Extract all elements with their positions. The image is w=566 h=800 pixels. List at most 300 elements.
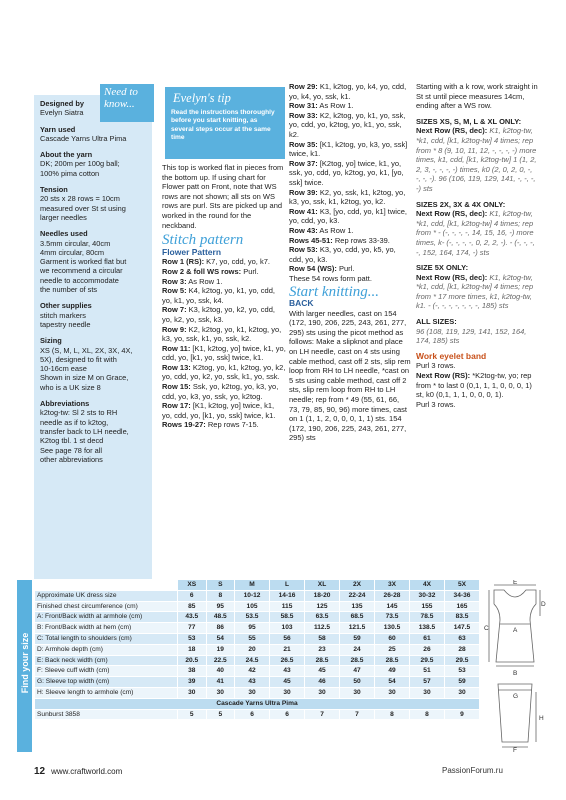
cell-value: 23 [305, 644, 340, 655]
row-text: Purl 3 rows. [416, 361, 456, 371]
sidebar-section [40, 150, 150, 178]
sidebar-heading: About the yarn [40, 150, 93, 160]
row-text: K4, k2tog, yo, k1, yo, cdd, yo, k1, yo, ssk, k4. [162, 286, 275, 305]
sidebar-line: stitch markers [40, 310, 86, 320]
column-4 [416, 82, 538, 409]
cell-value: 45 [305, 666, 340, 677]
row-label: H: Sleeve length to armhole (cm) [35, 687, 178, 698]
ball-count: 7 [340, 709, 375, 720]
sidebar-section [40, 185, 150, 222]
pattern-row [289, 245, 411, 264]
size-block-heading: SIZES 2X, 3X & 4X ONLY: [416, 199, 506, 209]
cell-value: 28 [444, 644, 479, 655]
cell-value: 41 [206, 677, 235, 688]
table-row [35, 644, 480, 655]
cell-value: 30 [206, 687, 235, 698]
eyelet-rows [416, 361, 538, 409]
cell-value: 28.5 [375, 655, 410, 666]
row-label: Row 31: [289, 101, 318, 111]
sidebar-heading: Designed by [40, 99, 84, 108]
need-to-know-content [40, 99, 150, 471]
row-label: Row 13: [162, 362, 191, 372]
column-3 [289, 82, 411, 443]
sidebar-line: XS (S, M, L, XL, 2X, 3X, 4X, [40, 345, 133, 355]
row-label: Row 43: [289, 225, 318, 235]
sidebar-line: larger needles [40, 212, 87, 222]
pattern-row [289, 159, 411, 188]
label-c: C [484, 625, 489, 632]
row-label: Row 3: [162, 276, 187, 286]
size-block-text [416, 327, 538, 346]
table-corner [35, 580, 178, 591]
pattern-row [162, 305, 286, 324]
row-label: B: Front/Back width at hem (cm) [35, 623, 178, 634]
pattern-row [162, 325, 286, 344]
cell-value: 51 [409, 666, 444, 677]
garment-schematic [484, 580, 546, 752]
sidebar-line: other abbreviations [40, 454, 103, 464]
row-label: Next Row (RS, dec): [416, 126, 488, 136]
cell-value: 26.5 [270, 655, 305, 666]
label-g: G [513, 693, 519, 700]
pattern-row [289, 101, 411, 111]
cell-value: 135 [340, 601, 375, 612]
sidebar-line: 4mm circular, 80cm [40, 247, 105, 257]
ball-count: 9 [444, 709, 479, 720]
pattern-rows-cont [289, 82, 411, 274]
cell-value: 30 [444, 687, 479, 698]
cell-value: 61 [409, 633, 444, 644]
row-text: [K1, k2tog, yo, k3, yo, ssk] twice, k1. [289, 139, 408, 159]
cell-value: 29.5 [409, 655, 444, 666]
cell-value: 28.5 [305, 655, 340, 666]
row-label: D: Armhole depth (cm) [35, 644, 178, 655]
cell-value: 43 [270, 666, 305, 677]
cell-value: 63 [444, 633, 479, 644]
size-block-text [416, 273, 538, 311]
size-blocks [416, 117, 538, 346]
table-row [35, 666, 480, 677]
size-header: 2X [340, 580, 375, 591]
cell-value: 30 [340, 687, 375, 698]
cell-value: 73.5 [375, 612, 410, 623]
cell-value: 22-24 [340, 590, 375, 601]
cell-value: 165 [444, 601, 479, 612]
row-label: Rows 19-27: [162, 420, 206, 430]
cell-value: 40 [206, 666, 235, 677]
eyelet-row [416, 371, 538, 400]
watermark: PassionForum.ru [442, 766, 503, 775]
ball-count: 6 [270, 709, 305, 720]
pattern-summary: These 54 rows form patt. [289, 273, 372, 283]
size-header: 3X [375, 580, 410, 591]
label-d: D [541, 601, 546, 608]
eyelet-heading: Work eyelet band [416, 350, 487, 361]
pattern-row [162, 401, 286, 420]
cell-value: 145 [375, 601, 410, 612]
sidebar-line: Evelyn Siatra [40, 108, 84, 118]
cell-value: 18 [178, 644, 207, 655]
cell-value: 26 [409, 644, 444, 655]
cell-value: 21 [270, 644, 305, 655]
row-label: Row 15: [162, 382, 191, 392]
row-text: As Row 1. [317, 101, 354, 111]
tip-text: Read the instructions thoroughly before you start knitting, as several steps occur at the same time [171, 109, 275, 141]
row-text: [K1, k2tog, yo] twice, k1, yo, cdd, yo, [k1, yo, ssk] twice, k1. [162, 401, 276, 420]
column-2 [162, 163, 286, 430]
cell-value: 63.5 [305, 612, 340, 623]
ball-count: 5 [178, 709, 207, 720]
cell-value: 138.5 [409, 623, 444, 634]
sidebar-line: Garment is worked flat but [40, 257, 127, 267]
sidebar-section [40, 125, 150, 144]
row-text: Ssk, yo, k2tog, yo, k3, yo, cdd, yo, k3, yo, ssk, yo, k2tog. [162, 382, 279, 401]
yarn-header-row [35, 698, 480, 709]
cell-value: 46 [305, 677, 340, 688]
row-text: K3, [yo, cdd, yo, k1] twice, yo, cdd, yo, k3. [289, 206, 407, 226]
row-text: [K1, k2tog, yo] twice, k1, yo, cdd, yo, [k1, yo, ssk] twice, k1. [162, 343, 286, 363]
row-text: As Row 1. [317, 225, 354, 235]
row-label: Next Row (RS, dec): [416, 209, 488, 219]
sidebar-section [40, 301, 150, 329]
pattern-row [162, 420, 286, 430]
row-text: K1, k2tog-tw, *k1, cdd, [k1, k2tog-tw] 4 times; rep from * - (-, -, -, -, 14, 15, 16, -) more times, k- (-, -, -, -, 0, 2, 2, -). - (-, -, -, -, 152, 164, 174, -) sts [416, 209, 535, 257]
cell-value: 24 [340, 644, 375, 655]
cell-value: 125 [305, 601, 340, 612]
sidebar-line: 5X), designed to fit with [40, 354, 117, 364]
sidebar-line: who is a UK size 8 [40, 382, 101, 392]
size-block-text [416, 126, 538, 193]
cell-value: 57 [409, 677, 444, 688]
cell-value: 83.5 [444, 612, 479, 623]
cell-value: 26-28 [375, 590, 410, 601]
size-header: M [235, 580, 270, 591]
row-label: Row 41: [289, 206, 318, 216]
cell-value: 59 [340, 633, 375, 644]
label-f: F [513, 747, 517, 752]
row-label: Row 53: [289, 245, 318, 255]
cell-value: 43.5 [178, 612, 207, 623]
row-label: G: Sleeve top width (cm) [35, 677, 178, 688]
cell-value: 121.5 [340, 623, 375, 634]
row-text: Purl. [336, 264, 355, 274]
cell-value: 155 [409, 601, 444, 612]
row-label: Approximate UK dress size [35, 590, 178, 601]
cell-value: 24.5 [235, 655, 270, 666]
row-label: Row 7: [162, 305, 187, 315]
eyelet-row [416, 400, 538, 410]
cell-value: 50 [340, 677, 375, 688]
pattern-row [162, 257, 286, 267]
cell-value: 147.5 [444, 623, 479, 634]
size-table [34, 579, 480, 720]
row-text: Rep rows 7-15. [205, 420, 259, 430]
cell-value: 103 [270, 623, 305, 634]
flower-pattern-heading: Flower Pattern [162, 246, 222, 257]
cell-value: 42 [235, 666, 270, 677]
row-label: F: Sleeve cuff width (cm) [35, 666, 178, 677]
start-knitting-heading: Start knitting... [289, 284, 379, 301]
sidebar-heading: Yarn used [40, 124, 76, 134]
sidebar-heading: Tension [40, 185, 68, 195]
pattern-row [289, 140, 411, 159]
row-text: Rep rows 33-39. [332, 235, 390, 245]
cell-value: 55 [235, 633, 270, 644]
cell-value: 25 [375, 644, 410, 655]
row-label: C: Total length to shoulders (cm) [35, 633, 178, 644]
cell-value: 38 [178, 666, 207, 677]
cell-value: 54 [206, 633, 235, 644]
table-row [35, 687, 480, 698]
straight-text: Starting with a k row, work straight in St st until piece measures 14cm, ending after a WS row. [416, 82, 538, 111]
pattern-row [162, 344, 286, 363]
size-header: 5X [444, 580, 479, 591]
cell-value: 30 [235, 687, 270, 698]
row-label: Next Row (RS): [416, 371, 471, 381]
row-text: 96 (108, 119, 129, 141, 152, 164, 174, 185) sts [416, 326, 527, 346]
row-label: Finished chest circumference (cm) [35, 601, 178, 612]
cell-value: 112.5 [305, 623, 340, 634]
stitch-pattern-heading: Stitch pattern [162, 232, 244, 249]
cell-value: 53.5 [235, 612, 270, 623]
row-text: As Row 1. [186, 276, 223, 286]
cell-value: 14-16 [270, 590, 305, 601]
cell-value: 95 [235, 623, 270, 634]
cell-value: 30 [178, 687, 207, 698]
row-text: [K2tog, yo] twice, k1, yo, ssk, yo, cdd, yo, k2tog, yo, k1, [yo, ssk] twice. [289, 158, 404, 187]
body-outline [494, 590, 536, 662]
sidebar-section [40, 229, 150, 294]
row-text: K2, k2tog, yo, k1, k2tog, yo, k3, yo, ssk, k1, yo, ssk, k2. [162, 324, 282, 344]
row-text: *K2tog-tw, yo; rep from * to last 0 (0,1, 1, 1, 0, 0, 0, 1) st, k0 (0,1, 1, 1, 0, 0, 0, 1). [416, 371, 532, 400]
size-header: XS [178, 580, 207, 591]
label-b: B [513, 670, 518, 677]
cell-value: 68.5 [340, 612, 375, 623]
cell-value: 19 [206, 644, 235, 655]
cell-value: 95 [206, 601, 235, 612]
ball-count: 8 [375, 709, 410, 720]
size-block-heading: ALL SIZES: [416, 317, 457, 327]
row-label: Row 54 (WS): [289, 264, 337, 274]
sidebar-section [40, 399, 150, 464]
sidebar-line: the number of sts [40, 285, 98, 295]
cell-value: 53 [178, 633, 207, 644]
intro-text: This top is worked flat in pieces from the bottom up. If using chart for Flower patt on Front, note that WS rows are not shown; all sts on WS rows are purl. Sts are picked up and worked in the round for the neckband. [162, 163, 284, 230]
sidebar-line: k2tog-tw: Sl 2 sts to RH [40, 408, 118, 418]
label-a: A [513, 627, 518, 634]
sidebar-section [40, 99, 150, 118]
cell-value: 28.5 [340, 655, 375, 666]
cell-value: 78.5 [409, 612, 444, 623]
row-label: Row 1 (RS): [162, 257, 205, 267]
yarn-row [35, 709, 480, 720]
table-row [35, 590, 480, 601]
cell-value: 20.5 [178, 655, 207, 666]
page-footer [34, 766, 122, 777]
row-label: Row 2 & foll WS rows: [162, 266, 242, 276]
table-row [35, 601, 480, 612]
sidebar-line: 10-16cm ease [40, 364, 87, 374]
ball-count: 5 [206, 709, 235, 720]
ball-count: 7 [305, 709, 340, 720]
cell-value: 59 [444, 677, 479, 688]
size-header: XL [305, 580, 340, 591]
row-label: Row 33: [289, 110, 318, 120]
sidebar-line: K2tog tbl. 1 st decd [40, 436, 104, 446]
row-label: Next Row (RS, dec): [416, 272, 488, 282]
cell-value: 86 [206, 623, 235, 634]
cell-value: 18-20 [305, 590, 340, 601]
row-text: Purl 3 rows. [416, 399, 456, 409]
sidebar-line: Cascade Yarns Ultra Pima [40, 133, 127, 143]
sidebar-line: we recommend a circular [40, 266, 123, 276]
row-text: K1, k2tog, yo, k4, yo, cdd, yo, k4, yo, ssk, k1. [289, 82, 407, 101]
cell-value: 43 [235, 677, 270, 688]
cell-value: 30 [409, 687, 444, 698]
cell-value: 77 [178, 623, 207, 634]
size-header: 4X [409, 580, 444, 591]
row-label: Row 39: [289, 187, 318, 197]
tip-title: Evelyn's tip [173, 91, 231, 105]
sidebar-line: transfer back to LH needle, [40, 426, 129, 436]
cell-value: 58 [305, 633, 340, 644]
cell-value: 10-12 [235, 590, 270, 601]
sidebar-line: tapestry needle [40, 319, 91, 329]
sidebar-heading: Other supplies [40, 301, 92, 311]
pattern-row [289, 236, 411, 246]
table-row [35, 633, 480, 644]
table-row [35, 612, 480, 623]
ball-count: 8 [409, 709, 444, 720]
row-text: K2, k2tog, yo, k1, yo, ssk, yo, cdd, yo, k2tog, yo, k1, yo, ssk, k2. [289, 110, 406, 139]
yarn-header: Cascade Yarns Ultra Pima [35, 698, 480, 709]
pattern-row [289, 264, 411, 274]
tip-box [165, 87, 285, 159]
find-your-size-tab [17, 580, 32, 752]
row-text: K1, k2tog-tw, *k1, cdd, [k1, k2tog-tw] 4 times; rep from * 8 (9, 10, 11, 12, -, -, -, -) more times, k1, cdd, [k1, k2tog-tw] 1 (1, 2, 2, 3, -, -, -, -) times, k0 (2, 0, 2, 0, -, -, -, -). 96 (106, 119, 129, 141, -, -, -, -) sts [416, 126, 537, 193]
sidebar-line: DK; 200m per 100g ball; [40, 159, 120, 169]
cell-value: 54 [375, 677, 410, 688]
cell-value: 34-36 [444, 590, 479, 601]
site-url: www.craftworld.com [51, 767, 123, 776]
ball-count: 6 [235, 709, 270, 720]
row-text: K3, k2tog, yo, k2, yo, cdd, yo, k2, yo, ssk, k3. [162, 305, 275, 324]
pattern-row [289, 207, 411, 226]
pattern-row [289, 226, 411, 236]
pattern-row [162, 382, 286, 401]
row-label: A: Front/Back width at armhole (cm) [35, 612, 178, 623]
sidebar-heading: Needles used [40, 229, 88, 239]
row-text: K7, yo, cdd, yo, k7. [204, 257, 270, 267]
cell-value: 49 [375, 666, 410, 677]
size-block-heading: SIZE 5X ONLY: [416, 263, 469, 273]
back-text: With larger needles, cast on 154 (172, 190, 206, 225, 243, 261, 277, 295) sts using the picot method as follows: Make a slipknot and place on LH needle, cast on 4 sts using cable method, cast off 2 sts, slip rem loop from RH to LH needle, *cast on 5 sts using cable method, cast off 2 sts, slip rem loop from RH to LH needle; rep from * 49 (55, 61, 66, 73, 79, 85, 90, 96) more times, cast on 1 (1, 1, 2, 0, 0, 0, 1, 1) sts. 154 (172, 190, 206, 225, 243, 261, 277, 295) sts [289, 308, 411, 443]
row-text: K2tog, yo, k1, k2tog, yo, k2, yo, cdd, yo, k2, yo, ssk, k1, yo, ssk. [162, 362, 286, 382]
cell-value: 130.5 [375, 623, 410, 634]
cell-value: 58.5 [270, 612, 305, 623]
cell-value: 39 [178, 677, 207, 688]
yarn-label: Sunburst 3858 [35, 709, 178, 720]
cell-value: 20 [235, 644, 270, 655]
cell-value: 29.5 [444, 655, 479, 666]
cell-value: 53 [444, 666, 479, 677]
row-label: Row 9: [162, 324, 187, 334]
sidebar-line: See page 78 for all [40, 445, 103, 455]
page-number: 12 [34, 766, 46, 777]
size-header: S [206, 580, 235, 591]
size-block-text [416, 209, 538, 257]
row-label: Row 17: [162, 401, 191, 411]
cell-value: 48.5 [206, 612, 235, 623]
eyelet-row [416, 361, 538, 371]
pattern-row [162, 277, 286, 287]
label-h: H [539, 715, 544, 722]
table-row [35, 677, 480, 688]
row-label: Rows 45-51: [289, 235, 333, 245]
cell-value: 30 [305, 687, 340, 698]
cell-value: 30 [375, 687, 410, 698]
sidebar-line: needle as if to k2tog, [40, 417, 109, 427]
sidebar-heading: Sizing [40, 336, 62, 346]
sidebar-line: needle to accommodate [40, 275, 119, 285]
flower-pattern-rows [162, 257, 286, 430]
row-text: K1, k2tog-tw, *k1, cdd, [k1, k2tog-tw] 4 times; rep from * 17 more times, k1, k2tog-tw, k1. - (-, -, -, -, -, -, -, 185) sts [416, 272, 534, 311]
need-to-know-header: Need to know... [100, 84, 154, 122]
cell-value: 30-32 [409, 590, 444, 601]
cell-value: 8 [206, 590, 235, 601]
size-header: L [270, 580, 305, 591]
row-text: K2, yo, ssk, k1, k2tog, yo, k3, yo, ssk, k1, k2tog, yo, k2. [289, 187, 406, 207]
row-text: Purl. [241, 266, 259, 276]
table-row [35, 623, 480, 634]
table-row [35, 655, 480, 666]
cell-value: 6 [178, 590, 207, 601]
sidebar-heading: Abbreviations [40, 399, 90, 409]
pattern-row [162, 363, 286, 382]
sidebar-line: 100% pima cotton [40, 168, 100, 178]
row-label: E: Back neck width (cm) [35, 655, 178, 666]
pattern-row [289, 188, 411, 207]
cell-value: 30 [270, 687, 305, 698]
sidebar-line: 20 sts x 28 rows = 10cm [40, 194, 120, 204]
row-label: Row 29: [289, 82, 318, 91]
cell-value: 56 [270, 633, 305, 644]
pattern-row [162, 286, 286, 305]
find-your-size-label: Find your size [20, 632, 30, 694]
pattern-row [289, 111, 411, 140]
cell-value: 60 [375, 633, 410, 644]
cell-value: 105 [235, 601, 270, 612]
pattern-row [162, 267, 286, 277]
pattern-row [289, 82, 411, 101]
row-label: Row 5: [162, 286, 187, 296]
cell-value: 85 [178, 601, 207, 612]
sidebar-line: 3.5mm circular, 40cm [40, 238, 111, 248]
row-text: K3, yo, cdd, yo, k5, yo, cdd, yo, k3. [289, 245, 396, 264]
cell-value: 47 [340, 666, 375, 677]
sidebar-section [40, 336, 150, 392]
cell-value: 115 [270, 601, 305, 612]
cell-value: 45 [270, 677, 305, 688]
sidebar-line: Shown in size M on Grace, [40, 373, 129, 383]
label-e: E [513, 580, 518, 586]
back-heading: BACK [289, 298, 314, 309]
row-label: Row 11: [162, 343, 191, 353]
size-block-heading: SIZES XS, S, M, L & XL ONLY: [416, 116, 522, 126]
sidebar-line: measured over St st using [40, 203, 126, 213]
row-label: Row 35: [289, 139, 318, 149]
row-label: Row 37: [289, 158, 318, 168]
